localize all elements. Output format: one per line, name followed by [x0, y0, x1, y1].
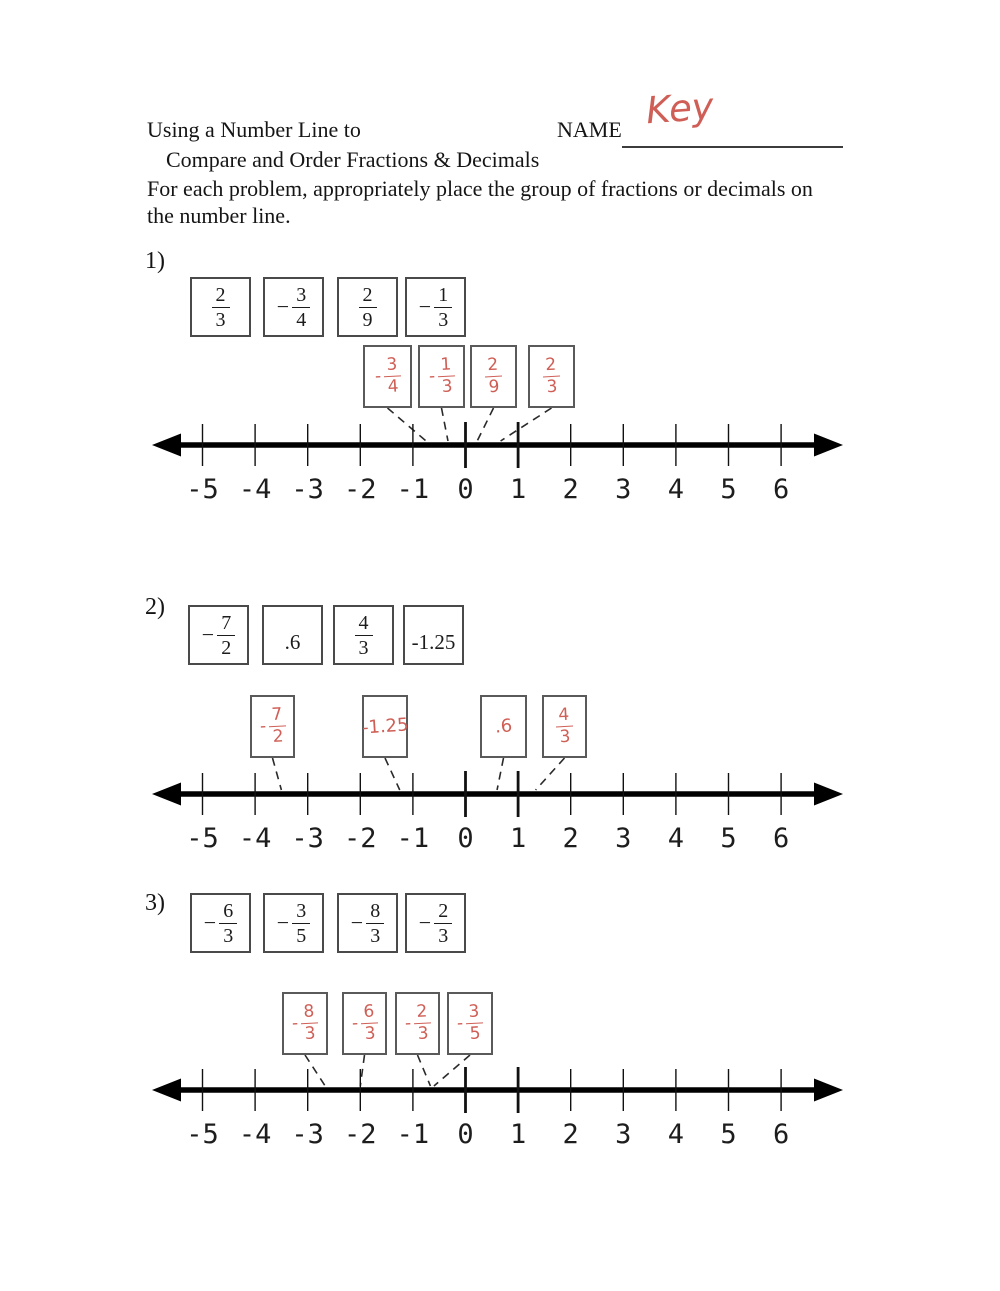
worksheet-title-line2: Compare and Order Fractions & Decimals: [166, 147, 540, 172]
fraction-tile: [263, 893, 324, 953]
number-line-arrow-right: [814, 434, 843, 457]
numerator: 1: [434, 285, 452, 308]
tick-label: 5: [720, 1119, 737, 1150]
connector-dash: [501, 408, 552, 441]
fraction: [359, 285, 377, 330]
fraction: [291, 1003, 319, 1043]
fraction: [428, 356, 456, 396]
fraction-tile: [333, 605, 394, 665]
denominator: 3: [304, 1023, 317, 1045]
handwritten-decimal: -1.25: [361, 714, 409, 739]
denominator: 4: [296, 308, 307, 331]
tick-label: 2: [562, 823, 579, 854]
fraction: [277, 901, 310, 946]
numerator: 8: [300, 1003, 318, 1024]
minus-sign: −: [276, 910, 290, 935]
minus-sign: −: [276, 294, 290, 319]
numerator: 2: [434, 901, 452, 924]
decimal-value: .6: [284, 630, 301, 654]
handwritten-name: Key: [644, 84, 716, 133]
handwritten-answer-box: [542, 695, 587, 758]
handwritten-answer-box: [395, 992, 440, 1055]
numerator: 4: [555, 707, 573, 728]
minus-sign: -: [291, 1013, 299, 1034]
fraction-tile: [190, 277, 251, 337]
connector-dash: [442, 408, 448, 441]
numerator: 8: [366, 901, 384, 924]
worksheet-title-line1: Using a Number Line to: [147, 117, 361, 142]
denominator: 3: [370, 924, 381, 947]
numerator: 6: [219, 901, 237, 924]
tick-label: 6: [772, 474, 790, 505]
number-line-arrow-right: [814, 783, 843, 806]
connector-dash: [418, 1055, 431, 1086]
denominator: 3: [559, 726, 571, 748]
tick-label: -2: [344, 823, 377, 854]
minus-sign: −: [203, 910, 217, 935]
instructions-line1: For each problem, appropriately place the group of fractions or decimals on: [147, 176, 813, 201]
tick-label: -4: [238, 1119, 272, 1150]
denominator: 9: [362, 308, 373, 331]
numerator: 2: [212, 285, 230, 308]
fraction: [202, 613, 235, 658]
tick-label: 0: [457, 1119, 474, 1150]
tick-label: -1: [396, 474, 430, 505]
tick-label: 3: [615, 1119, 632, 1150]
minus-sign: −: [201, 622, 215, 647]
tick-label: 6: [772, 1119, 790, 1150]
fraction-tile: [337, 277, 398, 337]
connector-dash: [273, 758, 282, 790]
tick-label: 6: [772, 823, 790, 854]
numerator: 2: [413, 1003, 431, 1024]
minus-sign: -: [350, 1013, 359, 1034]
numerator: 7: [268, 706, 286, 727]
numerator: 2: [542, 357, 560, 378]
problem-number-label: 1): [145, 248, 165, 274]
connector-dash: [388, 408, 427, 441]
tick-label: 4: [667, 474, 685, 505]
numerator: 2: [484, 357, 502, 378]
numerator: 3: [292, 901, 310, 924]
number-line-arrow-left: [152, 434, 181, 457]
tick-label: 3: [615, 823, 632, 854]
number-line-arrow-left: [152, 783, 181, 806]
denominator: 3: [546, 376, 558, 398]
decimal-tile: [262, 605, 323, 665]
minus-sign: −: [418, 910, 432, 935]
fraction: [456, 1003, 484, 1043]
denominator: 3: [215, 308, 226, 331]
fraction: [374, 356, 402, 396]
denominator: 3: [440, 376, 453, 398]
handwritten-answer-box: [282, 992, 328, 1055]
minus-sign: -: [258, 716, 267, 737]
connector-dash: [497, 758, 503, 790]
tick-label: 2: [562, 474, 579, 505]
fraction-tile: [405, 893, 466, 953]
tick-label: -3: [291, 474, 324, 505]
connector-dash: [477, 408, 493, 441]
fraction: [419, 901, 452, 946]
fraction-tile: [188, 605, 249, 665]
denominator: 5: [469, 1023, 482, 1045]
fraction: [351, 901, 384, 946]
fraction: [204, 901, 237, 946]
denominator: 4: [386, 376, 399, 398]
denominator: 2: [271, 726, 284, 748]
tick-label: 2: [562, 1119, 579, 1150]
denominator: 5: [296, 924, 307, 947]
tick-label: -2: [344, 1119, 377, 1150]
handwritten-answer-box: [363, 345, 412, 408]
tick-label: -4: [238, 474, 272, 505]
fraction: [351, 1003, 379, 1043]
denominator: 3: [223, 924, 234, 947]
denominator: 2: [221, 636, 232, 659]
tick-label: 5: [720, 823, 737, 854]
numerator: 6: [360, 1003, 378, 1024]
fraction: [212, 285, 230, 330]
handwritten-answer-box: [250, 695, 295, 758]
minus-sign: -: [456, 1013, 464, 1034]
minus-sign: -: [427, 366, 436, 387]
handwritten-answer-box: [470, 345, 517, 408]
decimal-value: -1.25: [411, 630, 456, 654]
fraction: [419, 285, 452, 330]
numerator: 1: [437, 356, 455, 377]
numerator: 2: [359, 285, 377, 308]
handwritten-answer-box: [480, 695, 527, 758]
tick-label: -4: [238, 823, 272, 854]
tick-label: 1: [509, 474, 527, 505]
tick-label: 3: [615, 474, 632, 505]
tick-label: -1: [396, 823, 430, 854]
denominator: 3: [438, 308, 449, 331]
fraction: [484, 354, 503, 398]
tick-label: -5: [186, 823, 219, 854]
fraction-tile: [190, 893, 251, 953]
denominator: 3: [363, 1023, 376, 1045]
handwritten-decimal: .6: [494, 715, 513, 738]
numerator: 3: [292, 285, 310, 308]
numerator: 3: [465, 1003, 483, 1024]
tick-label: 4: [667, 823, 685, 854]
fraction: [277, 285, 310, 330]
connector-dash: [385, 758, 400, 790]
handwritten-answer-box: [418, 345, 465, 408]
fraction-tile: [337, 893, 398, 953]
numerator: 7: [217, 613, 235, 636]
handwritten-answer-box: [447, 992, 493, 1055]
instructions-line2: the number line.: [147, 203, 291, 228]
fraction: [555, 704, 574, 748]
minus-sign: −: [350, 910, 364, 935]
numerator: 3: [383, 356, 401, 377]
tick-label: -3: [291, 1119, 324, 1150]
fraction: [259, 706, 287, 746]
fraction: [355, 613, 373, 658]
tick-label: -5: [186, 1119, 219, 1150]
fraction-tile: [263, 277, 324, 337]
problem-number-label: 2): [145, 594, 165, 620]
fraction: [542, 354, 561, 398]
tick-label: 0: [457, 823, 474, 854]
connector-dash: [536, 758, 565, 790]
tick-label: 1: [509, 823, 527, 854]
tick-label: 4: [667, 1119, 685, 1150]
handwritten-answer-box: [362, 695, 408, 758]
denominator: 3: [416, 1023, 429, 1045]
minus-sign: -: [403, 1013, 412, 1034]
handwritten-answer-box: [342, 992, 387, 1055]
fraction: [404, 1003, 432, 1043]
tick-label: -5: [186, 474, 219, 505]
number-line-arrow-left: [152, 1079, 181, 1102]
tick-label: -2: [344, 474, 377, 505]
tick-label: -1: [396, 1119, 430, 1150]
fraction-tile: [405, 277, 466, 337]
tick-label: 0: [457, 474, 474, 505]
tick-label: 1: [509, 1119, 527, 1150]
denominator: 3: [358, 636, 369, 659]
tick-label: -3: [291, 823, 324, 854]
minus-sign: -: [373, 366, 382, 387]
denominator: 3: [438, 924, 449, 947]
minus-sign: −: [418, 294, 432, 319]
denominator: 9: [488, 376, 500, 398]
decimal-tile: [403, 605, 464, 665]
handwritten-answer-box: [528, 345, 575, 408]
problem-number-label: 3): [145, 890, 165, 916]
name-label: NAME: [557, 117, 622, 142]
number-line-arrow-right: [814, 1079, 843, 1102]
tick-label: 5: [720, 474, 737, 505]
numerator: 4: [355, 613, 373, 636]
